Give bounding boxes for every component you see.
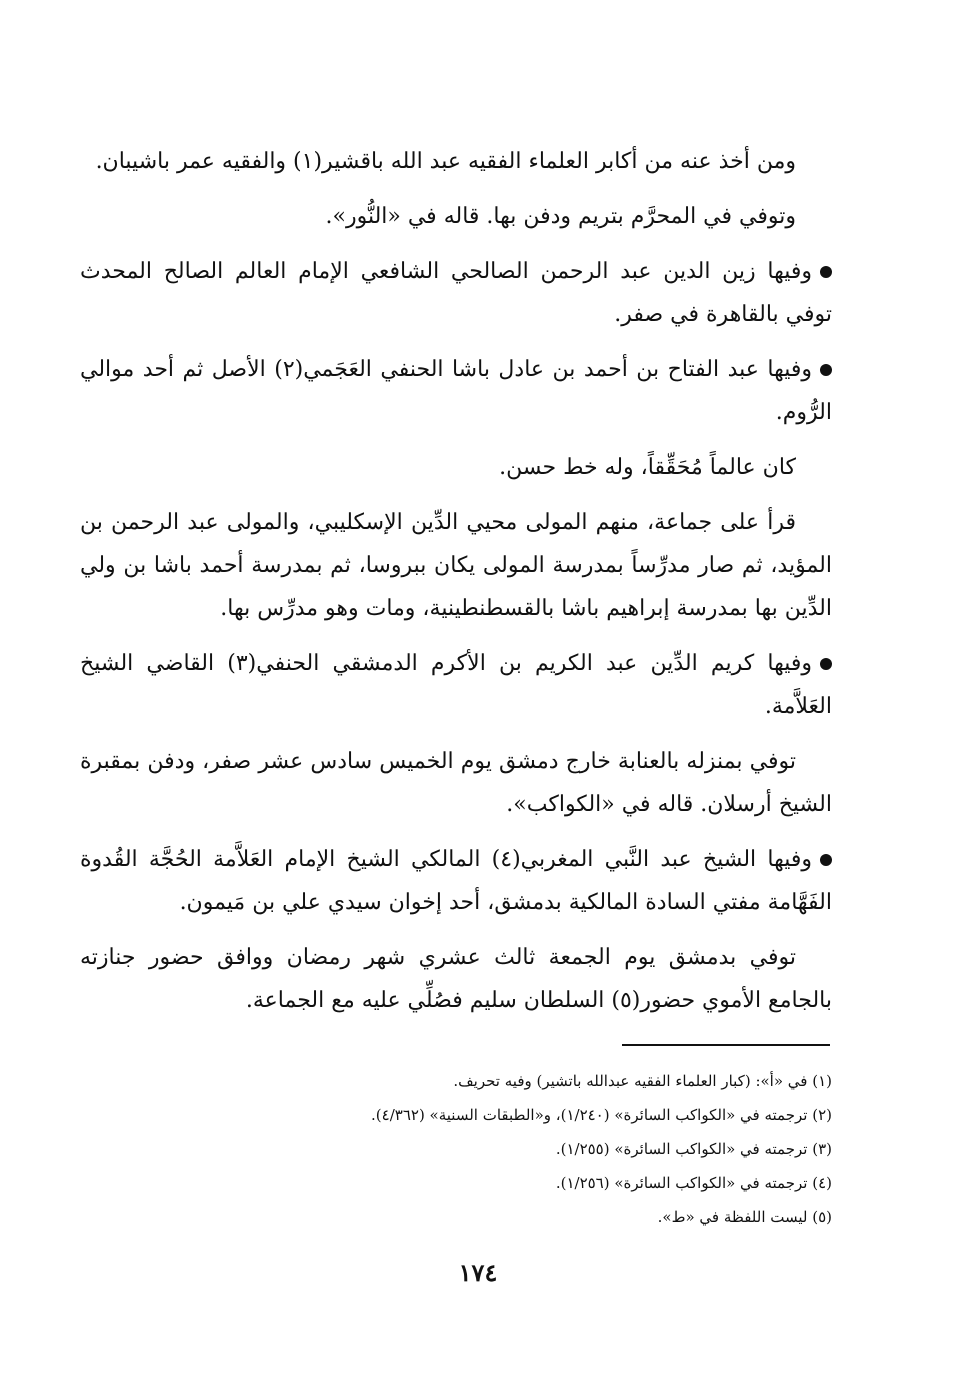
paragraph-text: وتوفي في المحرَّم بتريم ودفن بها. قاله في «النُّور».: [325, 204, 796, 229]
footnote: (٤) ترجمته في «الكواكب السائرة» (١/٢٥٦).: [555, 1174, 832, 1192]
paragraph: [80, 936, 832, 1022]
footnote: (٥) ليست اللفظة في «ط».: [657, 1208, 832, 1226]
footnote: (٢) ترجمته في «الكواكب السائرة» (١/٢٤٠)، و«الطبقات السنية» (٤/٣٦٢).: [371, 1106, 832, 1124]
paragraph-text: توفي بمنزله بالعنابة خارج دمشق يوم الخميس سادس عشر صفر، ودفن بمقبرة الشيخ أرسلان. قاله في «الكواكب».: [80, 749, 832, 817]
paragraph-text: وفيها عبد الفتاح بن أحمد بن عادل باشا الحنفي العَجَمي(٢) الأصل ثم أحد موالي الرُّوم.: [80, 357, 832, 425]
paragraph-text: كان عالماً مُحَقِّقاً، وله خط حسن.: [499, 455, 796, 480]
paragraph-text: وفيها زين الدين عبد الرحمن الصالحي الشافعي الإمام العالم الصالح المحدث توفي بالقاهرة في صفر.: [80, 259, 832, 327]
paragraph-text: ومن أخذ عنه من أكابر العلماء الفقيه عبد الله باقشير(١) والفقيه عمر باشيبان.: [95, 149, 796, 174]
main-text-body: [80, 140, 832, 1034]
paragraph-text: قرأ على جماعة، منهم المولى محيي الدِّين الإسكليبي، والمولى عبد الرحمن بن المؤيد، ثم صار مدرِّساً بمدرسة المولى يكان ببروسا، ثم بمدرسة أحمد باشا بن ولي الدِّين بها بمدرسة إبراهيم باشا بالقسطنطينية، ومات وهو مدرِّس بها.: [80, 510, 832, 621]
bullet-icon: [820, 364, 832, 376]
paragraph: [80, 195, 832, 238]
footnote: (٣) ترجمته في «الكواكب السائرة» (١/٢٥٥).: [555, 1140, 832, 1158]
bullet-icon: [820, 266, 832, 278]
paragraph: [80, 446, 832, 489]
bullet-paragraph: [80, 642, 832, 728]
page-number: ١٧٤: [458, 1258, 498, 1287]
bullet-icon: [820, 658, 832, 670]
footnote-divider: [622, 1044, 830, 1046]
paragraph: [80, 501, 832, 630]
paragraph: [80, 140, 832, 183]
bullet-paragraph: [80, 250, 832, 336]
footnotes: [80, 1064, 832, 1234]
paragraph-text: توفي بدمشق يوم الجمعة ثالث عشري شهر رمضان ووافق حضور جنازته بالجامع الأموي حضور(٥) السلطان سليم فصُلِّي عليه مع الجماعة.: [80, 945, 832, 1013]
paragraph-text: وفيها الشيخ عبد النَّبي المغربي(٤) المالكي الشيخ الإمام العَلاَّمة الحُجَّة القُدوة الفَهَّامة مفتي السادة المالكية بدمشق، أحد إخوان سيدي علي بن مَيمون.: [80, 847, 832, 915]
bullet-paragraph: [80, 348, 832, 434]
bullet-icon: [820, 854, 832, 866]
paragraph: [80, 740, 832, 826]
paragraph-text: وفيها كريم الدِّين عبد الكريم بن الأكرم الدمشقي الحنفي(٣) القاضي الشيخ العَلاَّمة.: [80, 651, 832, 719]
footnote: (١) في «أ»: (كبار العلماء الفقيه عبدالله باتشير) وفيه تحريف.: [453, 1072, 832, 1090]
bullet-paragraph: [80, 838, 832, 924]
